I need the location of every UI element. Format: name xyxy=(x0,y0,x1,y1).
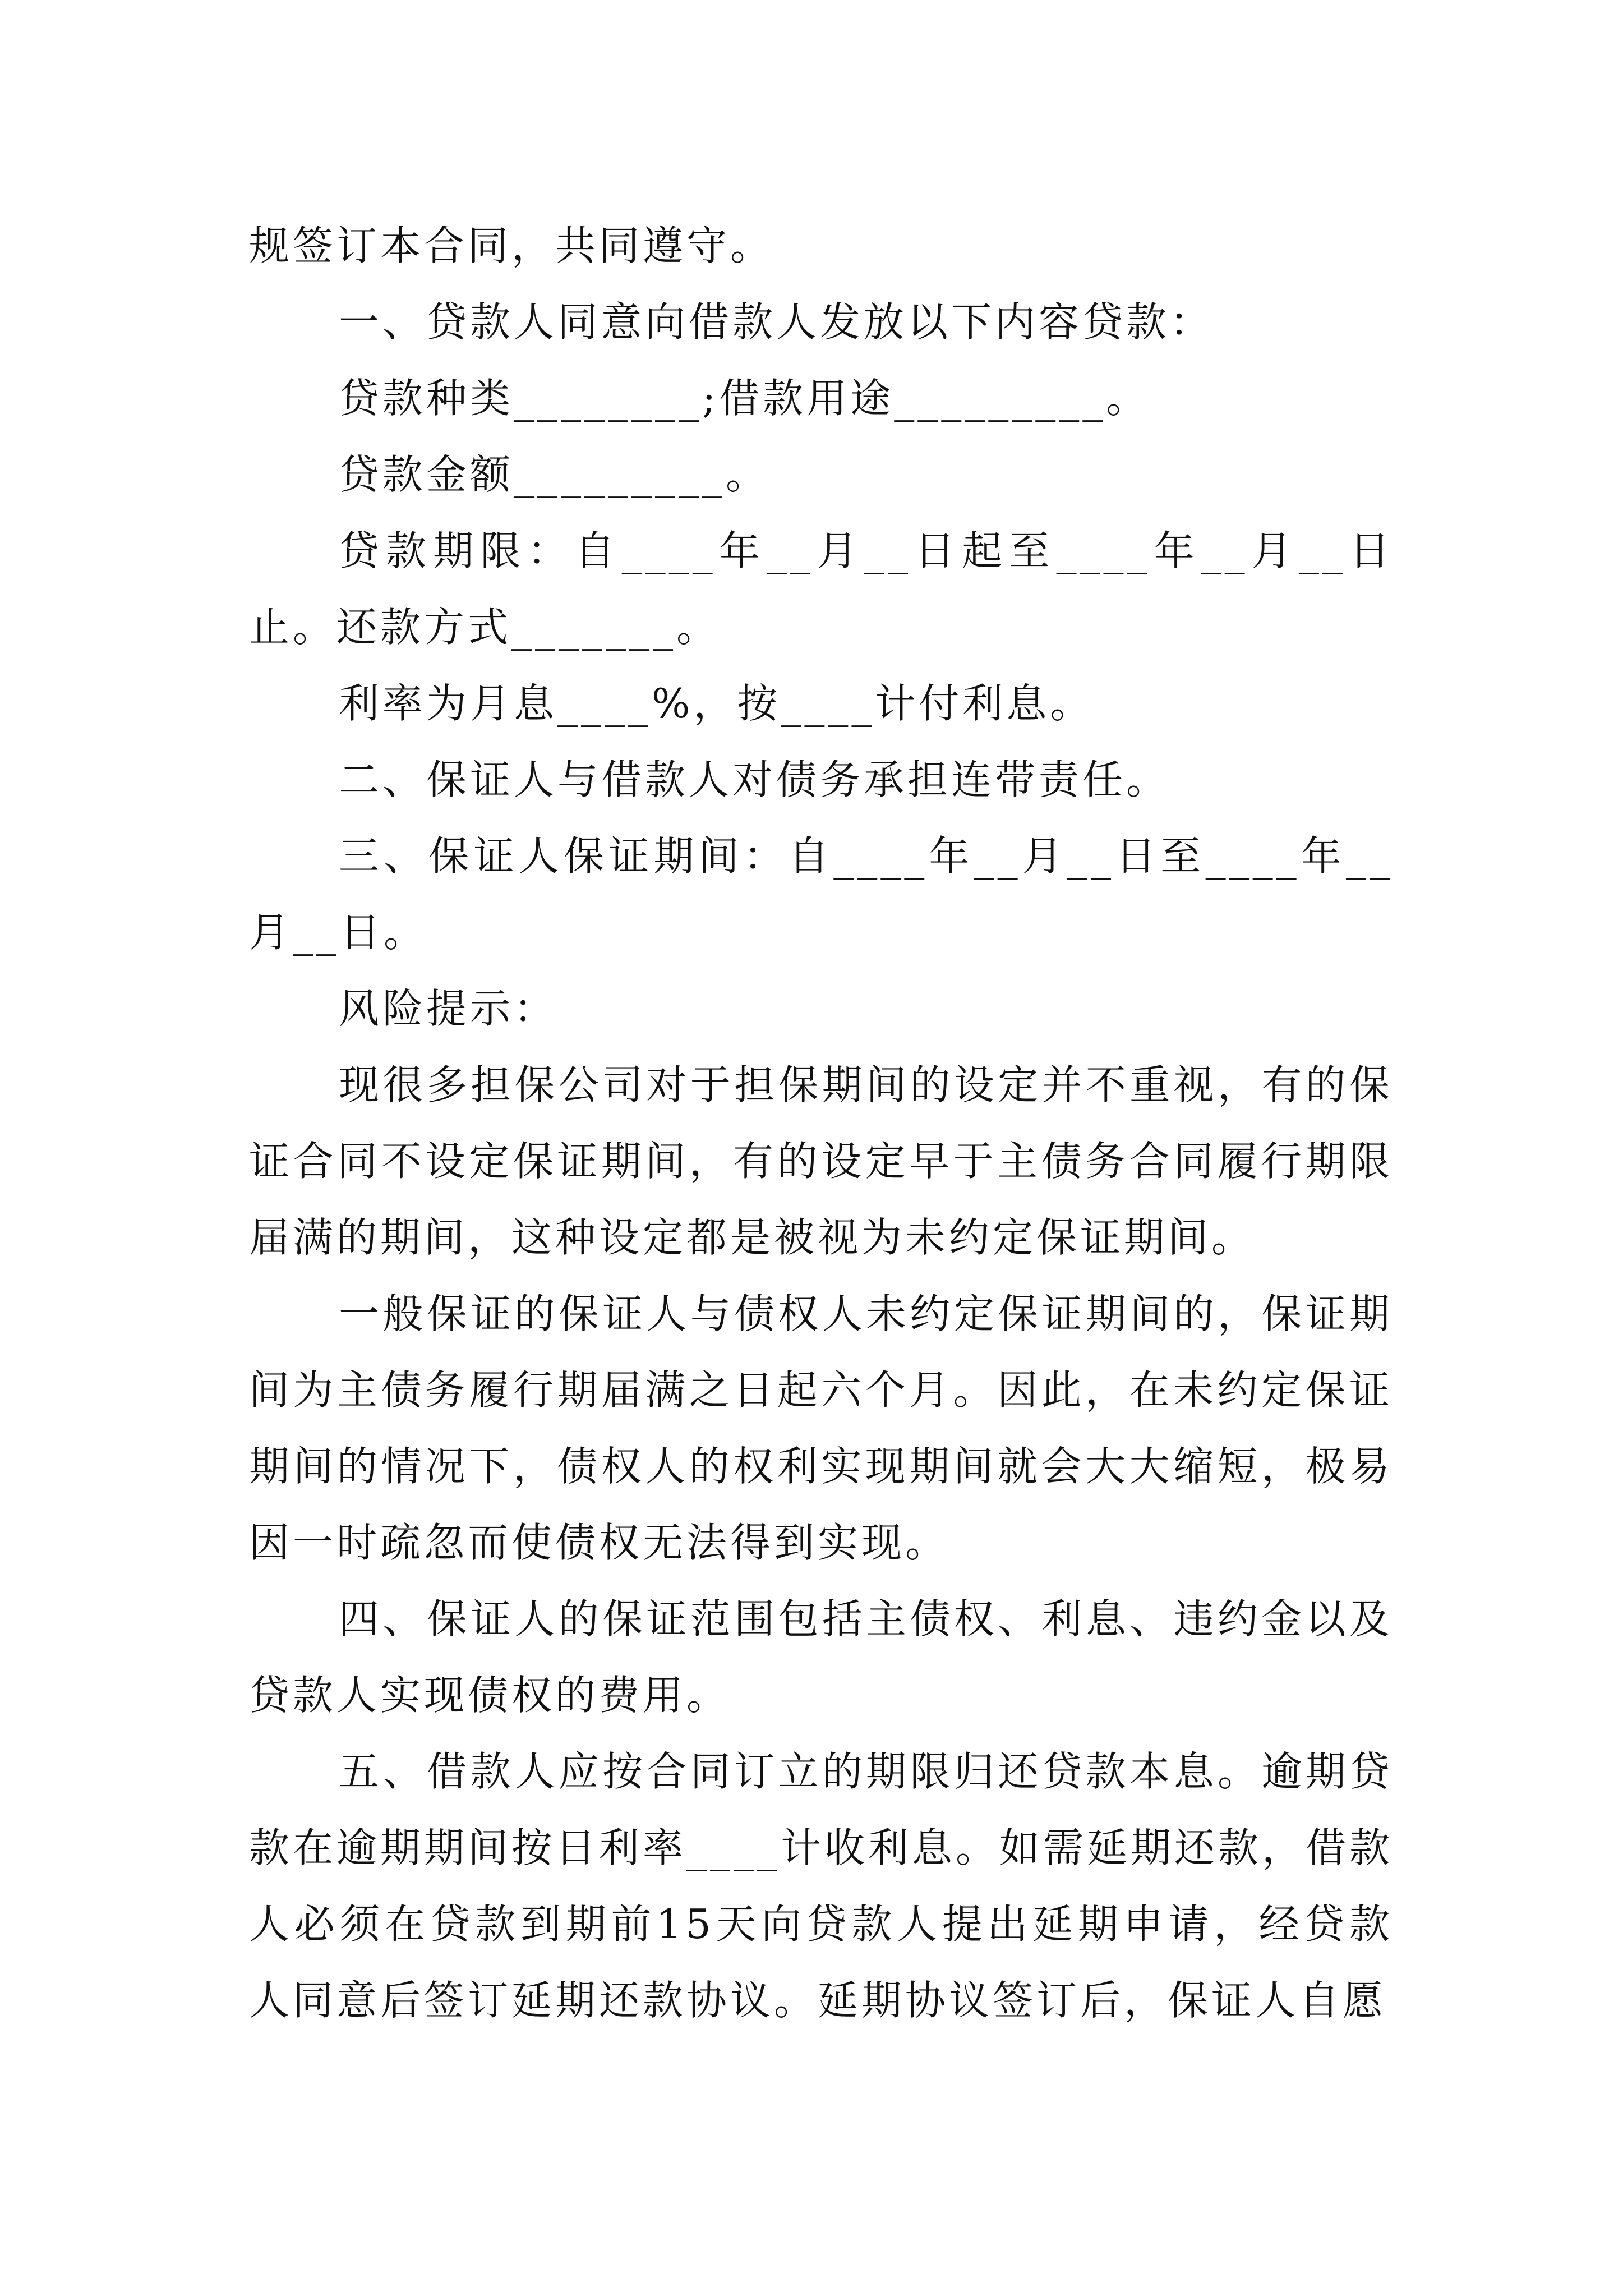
paragraph-interest-rate: 利率为月息____%，按____计付利息。 xyxy=(339,680,1094,727)
paragraph-clause-one: 一、贷款人同意向借款人发放以下内容贷款： xyxy=(339,298,1214,346)
paragraph-clause-three: 三、保证人保证期间：自____年__月__日至____年__月__日。 xyxy=(249,832,1393,956)
paragraph-clause-two: 二、保证人与借款人对债务承担连带责任。 xyxy=(339,756,1170,803)
paragraph-loan-type: 贷款种类________;借款用途_________。 xyxy=(339,375,1150,422)
paragraph-loan-term: 贷款期限：自____年__月__日起至____年__月__日止。还款方式_______。 xyxy=(249,527,1393,651)
paragraph-clause-four: 四、保证人的保证范围包括主债权、利息、违约金以及贷款人实现债权的费用。 xyxy=(249,1595,1393,1719)
paragraph-loan-amount: 贷款金额_________。 xyxy=(339,451,770,498)
paragraph-risk-note-one: 现很多担保公司对于担保期间的设定并不重视，有的保证合同不设定保证期间，有的设定早于主债务合同履行期限届满的期间，这种设定都是被视为未约定保证期间。 xyxy=(249,1061,1393,1261)
document-body xyxy=(249,208,1393,2039)
paragraph-contract-signing: 规签订本合同，共同遵守。 xyxy=(249,222,774,269)
paragraph-risk-heading: 风险提示： xyxy=(339,985,558,1032)
paragraph-clause-five: 五、借款人应按合同订立的期限归还贷款本息。逾期贷款在逾期期间按日利率____计收利息。如需延期还款，借款人必须在贷款到期前15天向贷款人提出延期申请，经贷款人同意后签订延期还款协议。延期协议签订后，保证人自愿 xyxy=(249,1748,1394,2024)
paragraph-risk-note-two: 一般保证的保证人与债权人未约定保证期间的，保证期间为主债务履行期届满之日起六个月。因此，在未约定保证期间的情况下，债权人的权利实现期间就会大大缩短，极易因一时疏忽而使债权无法得到实现。 xyxy=(249,1290,1393,1566)
